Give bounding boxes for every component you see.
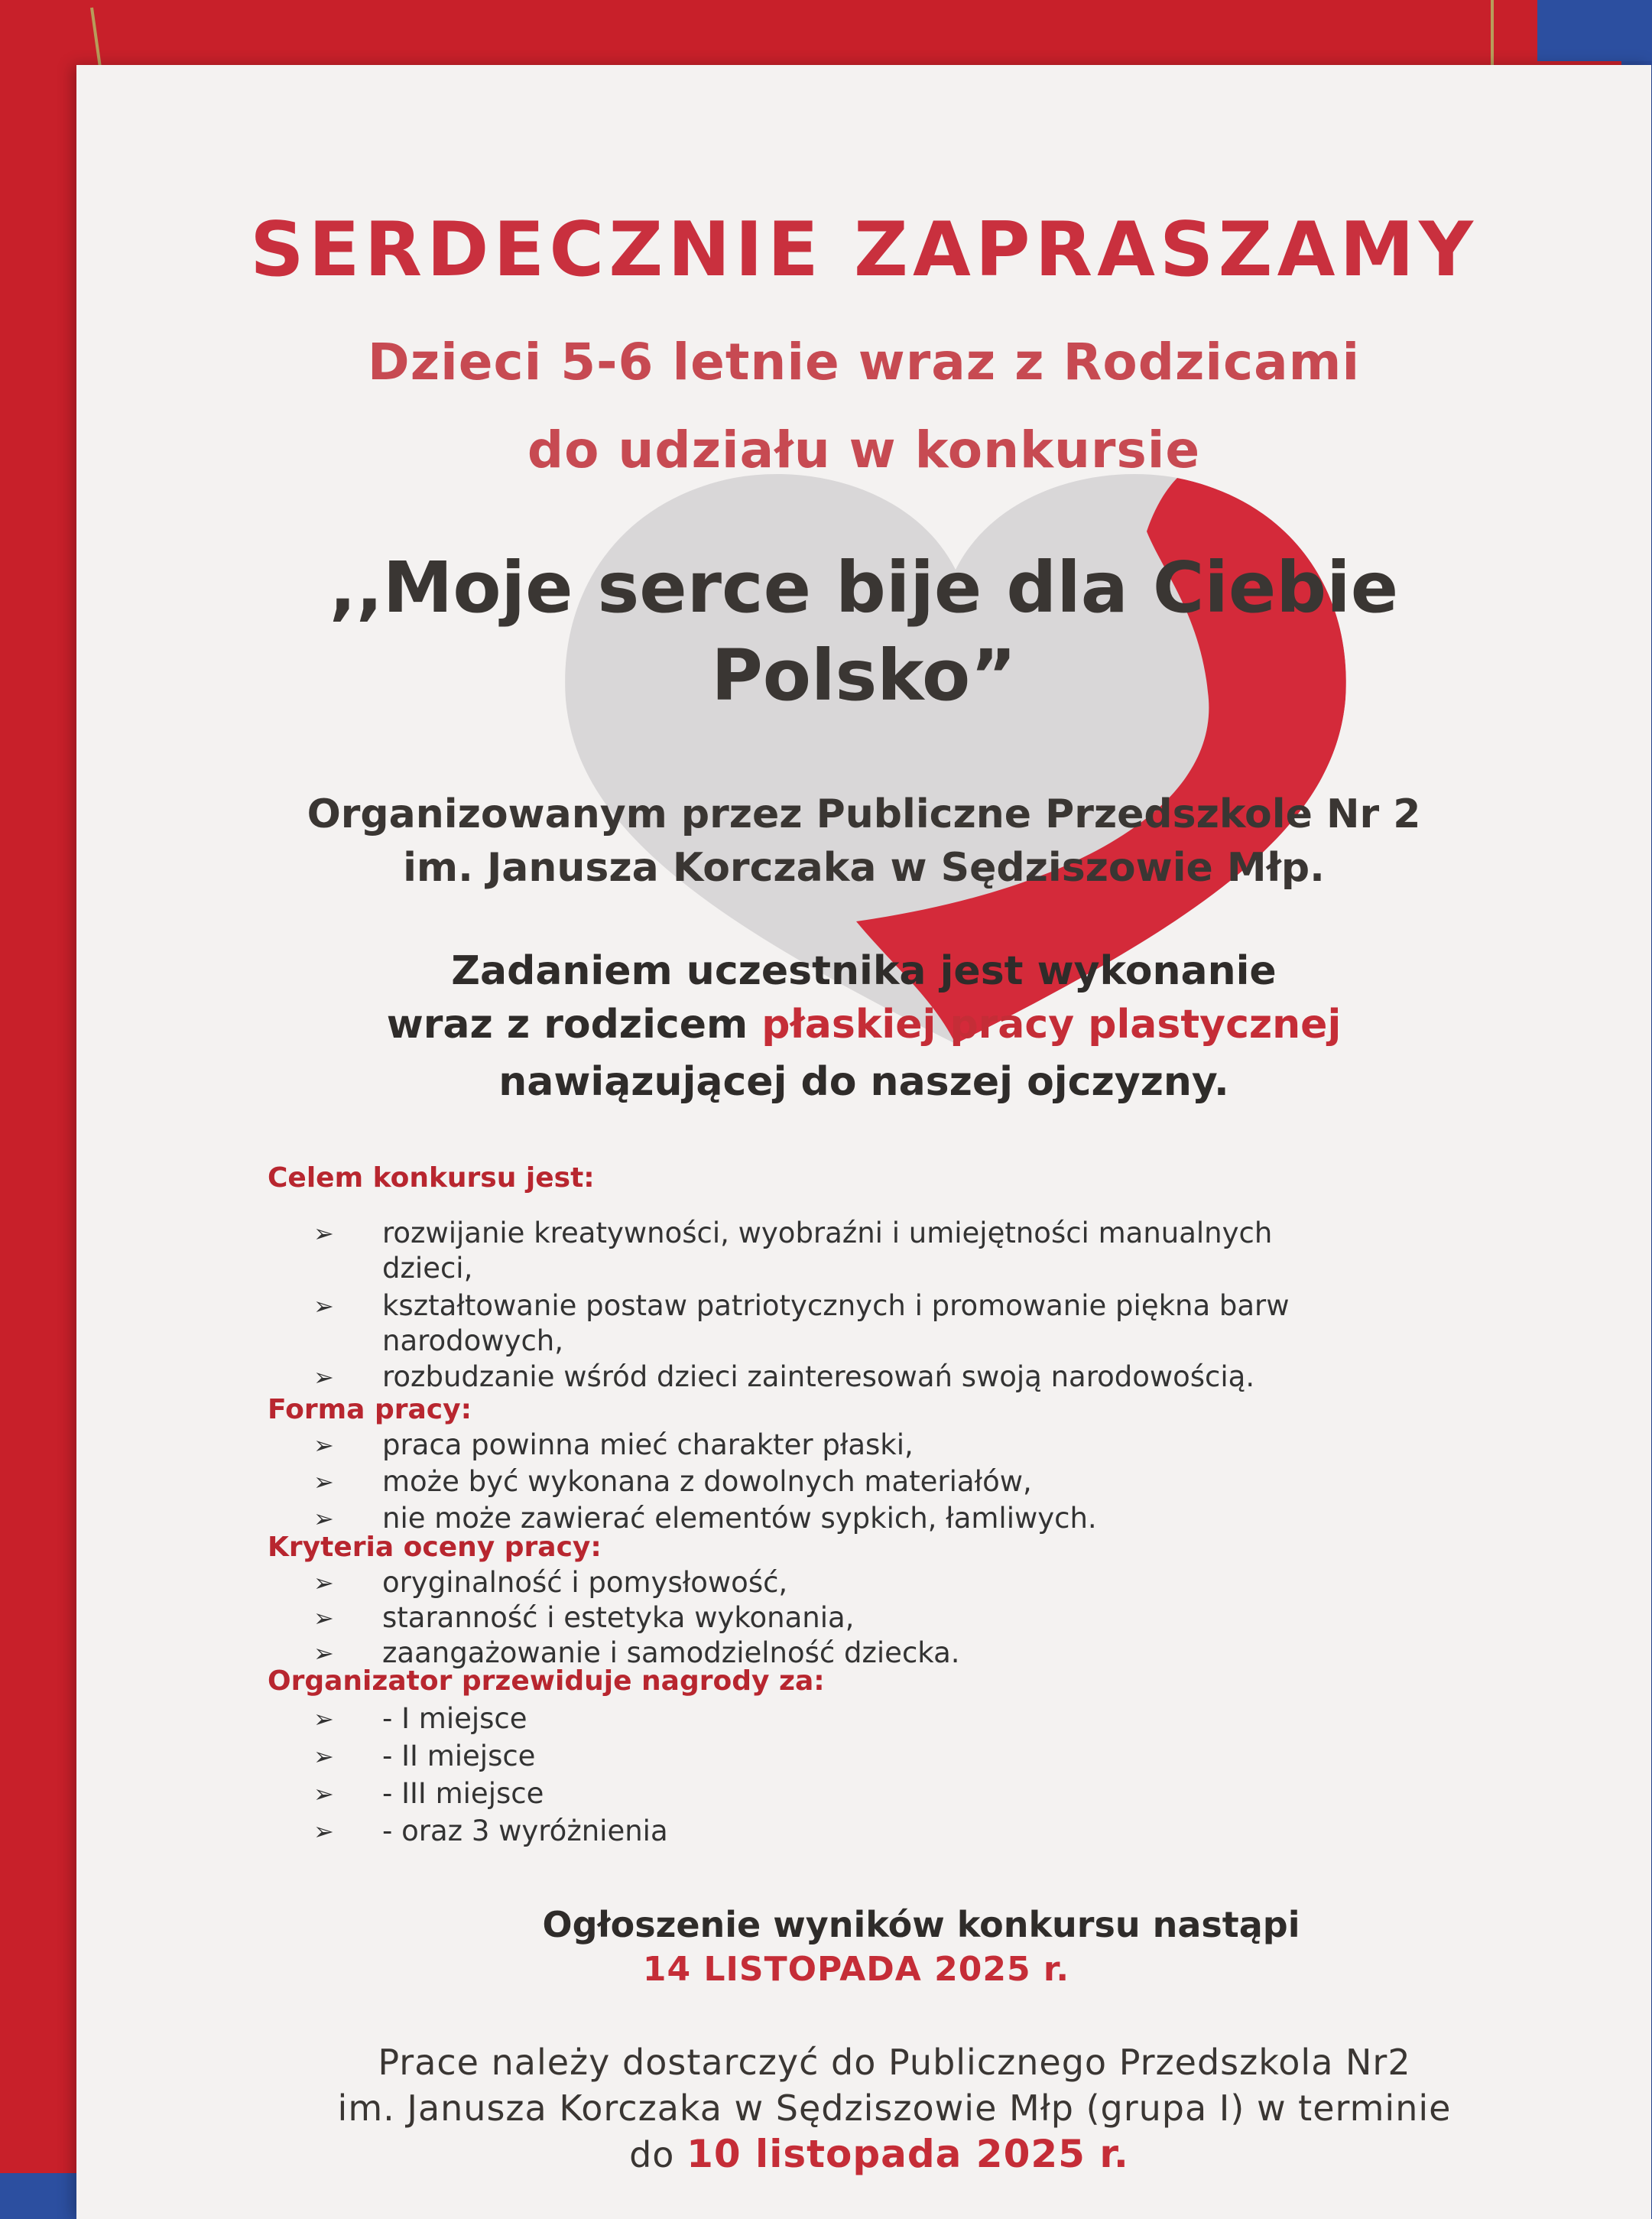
- arrow-bullet-icon: ➢: [313, 1603, 334, 1633]
- task-line-1: Zadaniem uczestnika jest wykonanie: [451, 948, 1277, 994]
- arrow-bullet-icon: ➢: [313, 1817, 334, 1846]
- contest-title-line-2: Polsko”: [711, 635, 1017, 716]
- list-item: ➢ oryginalność i pomysłowość,: [313, 1566, 788, 1599]
- announcement-date: 14 LISTOPADA 2025 r.: [642, 1950, 1070, 1989]
- arrow-bullet-icon: ➢: [313, 1568, 334, 1597]
- arrow-bullet-icon: ➢: [313, 1467, 334, 1496]
- poster-sheet: [76, 65, 1651, 2219]
- list-item: ➢ zaangażowanie i samodzielność dziecka.: [313, 1636, 960, 1669]
- arrow-bullet-icon: ➢: [313, 1704, 334, 1733]
- form-heading: Forma pracy:: [268, 1394, 472, 1425]
- delivery-line-2: im. Janusza Korczaka w Sędziszowie Młp (grupa I) w terminie: [337, 2087, 1452, 2129]
- list-item: ➢ rozwijanie kreatywności, wyobraźni i umiejętności manualnych dzieci,: [313, 1217, 1273, 1285]
- blue-frame-corner: [1537, 0, 1652, 61]
- arrow-bullet-icon: ➢: [313, 1431, 334, 1460]
- task-line-3: nawiązującej do naszej ojczyzny.: [498, 1059, 1229, 1105]
- criteria-heading: Kryteria oceny pracy:: [268, 1532, 602, 1563]
- delivery-line-3: [92, 2132, 1652, 2176]
- list-item: ➢ kształtowanie postaw patriotycznych i promowanie piękna barw narodowych,: [313, 1289, 1290, 1357]
- contest-title-line-1: ,,Moje serce bije dla Ciebie: [329, 547, 1399, 629]
- invite-line-2: do udziału w konkursie: [527, 421, 1201, 479]
- organizer-line-1: Organizowanym przez Publiczne Przedszkole Nr 2: [307, 791, 1421, 837]
- list-item: ➢ może być wykonana z dowolnych materiałów,: [313, 1465, 1032, 1498]
- task-line-2-prefix: wraz z rodzicem: [386, 1002, 762, 1048]
- arrow-bullet-icon: ➢: [313, 1291, 334, 1321]
- list-item: ➢ staranność i estetyka wykonania,: [313, 1601, 855, 1634]
- arrow-bullet-icon: ➢: [313, 1504, 334, 1533]
- invite-line-1: Dzieci 5-6 letnie wraz z Rodzicami: [367, 333, 1361, 391]
- arrow-bullet-icon: ➢: [313, 1363, 334, 1392]
- list-item: ➢ nie może zawierać elementów sypkich, łamliwych.: [313, 1502, 1097, 1535]
- delivery-date: 10 listopada 2025 r.: [686, 2132, 1129, 2176]
- prizes-heading: Organizator przewiduje nagrody za:: [268, 1665, 825, 1697]
- delivery-prefix: do: [629, 2134, 687, 2175]
- list-item: ➢ - I miejsce: [313, 1702, 527, 1735]
- delivery-line-1: Prace należy dostarczyć do Publicznego Przedszkola Nr2: [378, 2042, 1411, 2083]
- arrow-bullet-icon: ➢: [313, 1219, 334, 1248]
- list-item: ➢ praca powinna mieć charakter płaski,: [313, 1428, 914, 1461]
- list-item: ➢ rozbudzanie wśród dzieci zainteresowań swoją narodowością.: [313, 1360, 1255, 1393]
- list-item: ➢ - oraz 3 wyróżnienia: [313, 1815, 668, 1847]
- task-highlight: płaskiej pracy plastycznej: [761, 1002, 1342, 1048]
- arrow-bullet-icon: ➢: [313, 1639, 334, 1668]
- organizer-line-2: im. Janusza Korczaka w Sędziszowie Młp.: [403, 845, 1325, 891]
- task-line-2: [76, 1002, 1651, 1048]
- poster-title: SERDECZNIE ZAPRASZAMY: [250, 206, 1478, 294]
- arrow-bullet-icon: ➢: [313, 1742, 334, 1771]
- goals-heading: Celem konkursu jest:: [268, 1162, 595, 1194]
- arrow-bullet-icon: ➢: [313, 1779, 334, 1808]
- list-item: ➢ - III miejsce: [313, 1777, 544, 1810]
- list-item: ➢ - II miejsce: [313, 1740, 536, 1772]
- announcement-text: Ogłoszenie wyników konkursu nastąpi: [542, 1904, 1300, 1945]
